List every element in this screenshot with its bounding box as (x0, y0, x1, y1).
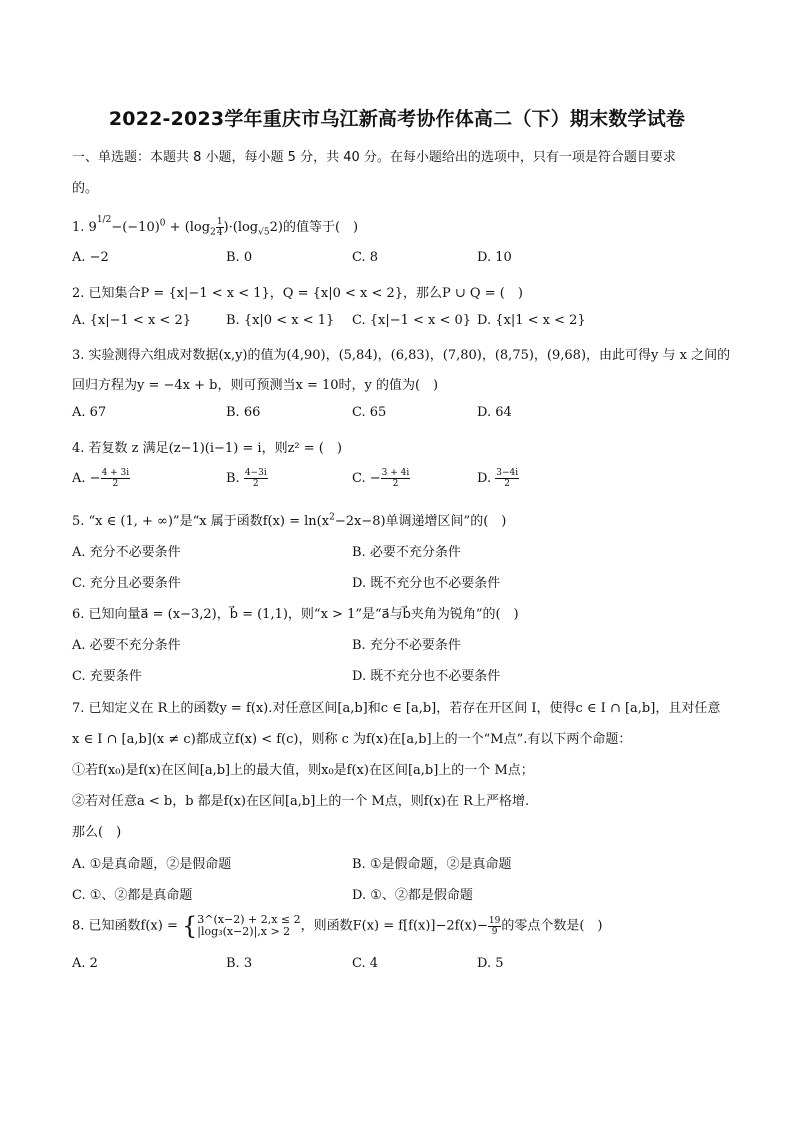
q3-option-b[interactable]: B. 66 (226, 405, 261, 420)
fraction-nineteen-ninths: $\frac{19}{9}$ (488, 915, 501, 937)
q6-option-d[interactable]: D. 既不充分也不必要条件 (352, 669, 501, 684)
q4-option-b[interactable]: B. $\frac{4-3i}{2}$ (226, 468, 267, 489)
question-7-stem-line2: x ∈ I ∩ [a,b](x ≠ c)都成立f(x) < f(c)，则称 c 为f(x)在[a,b]上的一个“M点”.有以下两个命题： (72, 732, 632, 747)
exam-title: 2022-2023学年重庆市乌江新高考协作体高二（下）期末数学试卷 (108, 108, 686, 130)
left-brace: { (181, 912, 198, 940)
q5-option-b[interactable]: B. 必要不充分条件 (352, 545, 461, 560)
question-8-stem: 8. 已知函数f(x) = { 3^(x−2) + 2,x ≤ 2 |log₃(x−2)|,x > 2 ，则函数F(x) = f[f(x)]−2f(x)− $\frac{19}{9}$ 的零点个数是( ) (72, 912, 603, 940)
q2-option-b[interactable]: B. {x|0 < x < 1} (226, 313, 335, 328)
q8-option-d[interactable]: D. 5 (477, 956, 504, 971)
question-7-stem-line5: 那么( ) (72, 825, 122, 840)
q4-option-a[interactable]: A. − $\frac{4 + 3i}{2}$ (72, 468, 130, 489)
question-5-options-row2 (72, 572, 732, 590)
q7-option-d[interactable]: D. ①、②都是假命题 (352, 888, 473, 903)
q6-option-a[interactable]: A. 必要不充分条件 (72, 638, 181, 653)
question-3-stem-line1: 3. 实验测得六组成对数据(x,y)的值为(4,90)，(5,84)，(6,83)，(7,80)，(8,75)，(9,68)，由此可得y 与 x 之间的 (72, 348, 731, 363)
q7-option-b[interactable]: B. ①是假命题，②是真命题 (352, 857, 512, 872)
question-6-options-row1 (72, 634, 732, 652)
section-instructions-line1: 一、单选题：本题共 8 小题，每小题 5 分，共 40 分。在每小题给出的选项中，只有一项是符合题目要求 (72, 150, 676, 165)
q2-option-c[interactable]: C. {x|−1 < x < 0} (352, 313, 472, 328)
q1-option-b[interactable]: B. 0 (226, 250, 253, 265)
question-7-stem-line1: 7. 已知定义在 R上的函数y = f(x).对任意区间[a,b]和c ∈ [a,b]，若存在开区间 I，使得c ∈ I ∩ [a,b]，且对任意 (72, 701, 721, 716)
question-1-options (72, 250, 732, 268)
q2-option-d[interactable]: D. {x|1 < x < 2} (477, 313, 586, 328)
question-2-options (72, 313, 732, 331)
q1-option-a[interactable]: A. −2 (72, 250, 109, 265)
q8-option-a[interactable]: A. 2 (72, 956, 98, 971)
question-1-stem: 1. $9^{1/2}-(-10)^0 + (\log_2$ $\frac{1}{4}$ )$\cdot(\log_{√5}2)$的值等于( ) (72, 214, 359, 238)
q5-option-d[interactable]: D. 既不充分也不必要条件 (352, 576, 501, 591)
question-8-options (72, 956, 732, 974)
question-4-options (72, 468, 732, 494)
q3-option-a[interactable]: A. 67 (72, 405, 107, 420)
question-3-stem-line2: 回归方程为y = −4x + b，则可预测当x = 10时，y 的值为( ) (72, 378, 439, 393)
question-7-options-row2 (72, 884, 732, 902)
question-7-options-row1 (72, 853, 732, 871)
q1-option-d[interactable]: D. 10 (477, 250, 512, 265)
question-2-stem: 2. 已知集合P = {x|−1 < x < 1}，Q = {x|0 < x < 2}，那么P ∪ Q = ( ) (72, 286, 523, 301)
question-5-options-row1 (72, 541, 732, 559)
q6-option-c[interactable]: C. 充要条件 (72, 669, 142, 684)
q8-option-b[interactable]: B. 3 (226, 956, 253, 971)
q3-option-c[interactable]: C. 65 (352, 405, 387, 420)
question-7-stem-line3: ①若f(x₀)是f(x)在区间[a,b]上的最大值，则x₀是f(x)在区间[a,b]上的一个 M点； (72, 763, 534, 778)
q8-option-c[interactable]: C. 4 (352, 956, 379, 971)
q7-option-a[interactable]: A. ①是真命题，②是假命题 (72, 857, 232, 872)
q1-option-c[interactable]: C. 8 (352, 250, 379, 265)
q7-option-c[interactable]: C. ①、②都是真命题 (72, 888, 193, 903)
q4-option-d[interactable]: D. $\frac{3-4i}{2}$ (477, 468, 519, 489)
piecewise-definition: 3^(x−2) + 2,x ≤ 2 |log₃(x−2)|,x > 2 (197, 913, 301, 938)
question-7-stem-line4: ②若对任意a < b，b 都是f(x)在区间[a,b]上的一个 M点，则f(x)在 R上严格增. (72, 794, 530, 809)
q2-option-a[interactable]: A. {x|−1 < x < 2} (72, 313, 191, 328)
question-5-stem: 5. “x ∈ (1, + ∞)”是“x 属于函数$f(x) = \ln(x^2-2x-8)$单调递增区间”的( ) (72, 512, 507, 529)
q3-option-d[interactable]: D. 64 (477, 405, 512, 420)
fraction-one-quarter: $\frac{1}{4}$ (216, 217, 223, 238)
q5-option-c[interactable]: C. 充分且必要条件 (72, 576, 181, 591)
q4-option-c[interactable]: C. − $\frac{3 + 4i}{2}$ (352, 468, 410, 489)
section-instructions-line2: 的。 (72, 181, 99, 196)
question-6-stem: 6. 已知向量a⃗ = (x−3,2)，b⃗ = (1,1)，则“x > 1”是“a⃗与b⃗夹角为锐角”的( ) (72, 607, 519, 622)
question-6-options-row2 (72, 665, 732, 683)
question-3-options (72, 405, 732, 423)
q6-option-b[interactable]: B. 充分不必要条件 (352, 638, 461, 653)
q5-option-a[interactable]: A. 充分不必要条件 (72, 545, 181, 560)
question-4-stem: 4. 若复数 z 满足(z−1)(i−1) = i，则z² = ( ) (72, 441, 342, 456)
